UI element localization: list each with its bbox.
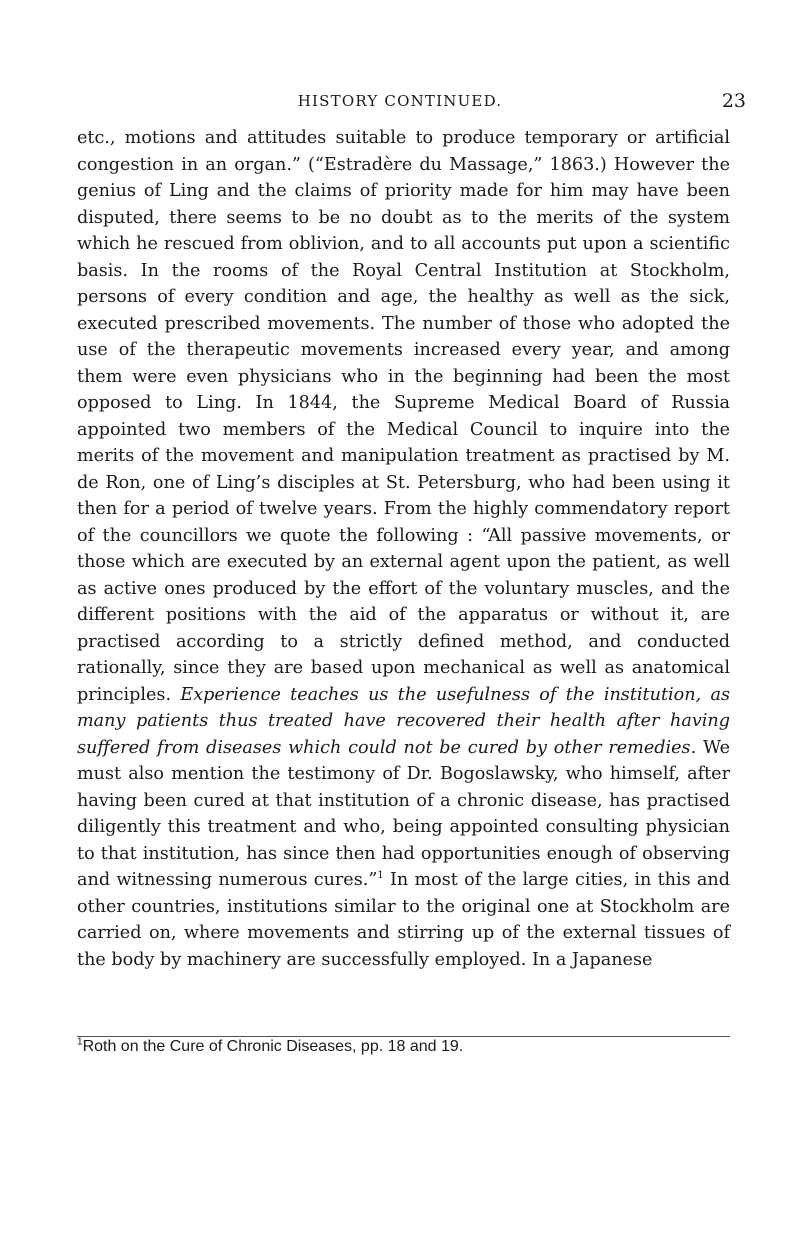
body-paragraph [77,125,730,973]
running-title: HISTORY CONTINUED. [297,92,503,110]
body-text-start: etc., motions and attitudes suitable to produce temporary or artificial congestion in an organ.” (“Estradère du Massage,” 1863.) However the genius of Ling and the claims of priority made for him may have been disputed, there seems to be no doubt as to the merits of the system which he rescued from oblivion, and to all accounts put upon a scientific basis. In the rooms of the Royal Central Institution at Stockholm, persons of every condition and age, the healthy as well as the sick, executed prescribed movements. The number of those who adopted the use of the therapeutic movements increased every year, and among them were even physicians who in the beginning had been the most opposed to Ling. In 1844, the Supreme Medical Board of Russia appointed two members of the Medical Council to inquire into the merits of the movement and manipulation treatment as practised by M. de Ron, one of Ling’s disciples at St. Petersburg, who had been using it then for a period of twelve years. From the highly commendatory report of the councillors we quote the following : “All passive movements, or those which are executed by an external agent upon the patient, as well as active ones produced by the effort of the voluntary muscles, and the different positions with the aid of the apparatus or without it, are practised according to a strictly defined method, and conducted rationally, since they are based upon mechanical as well as anatomical principles. [77,128,730,705]
footnote-text: Roth on the Cure of Chronic Diseases, pp. 18 and 19. [82,1038,464,1055]
page-number: 23 [721,90,746,112]
body-text-italic: Experience teaches us the usefulness of the institution, as many patients thus treated have recovered their health after having suffered from diseases which could not be cured by other remedies. [77,684,730,758]
footnote-reference: 1 [377,870,384,882]
footnote [77,1037,730,1057]
page-header [0,92,800,116]
footnote-marker: 1 [77,1036,83,1048]
body-text-end: In most of the large cities, in this and other countries, institutions similar to the original one at Stockholm are carried on, where movements and stirring up of the external tissues of the body by machinery are successfully employed. In a Japanese [77,870,730,970]
body-text-after-italic: We must also mention the testimony of Dr. Bogoslawsky, who himself, after having been cured at that institution of a chronic disease, has practised diligently this treatment and who, being appointed consulting physician to that institution, has since then had opportunities enough of observing and witnessing numerous cures.” [77,737,731,890]
body-text [77,125,730,973]
